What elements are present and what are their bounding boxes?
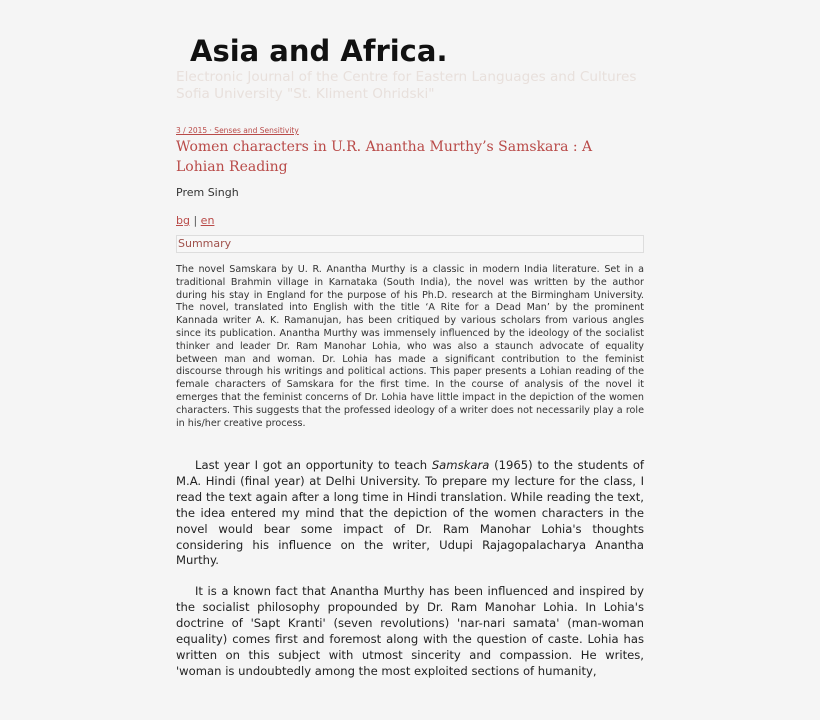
summary-label: Summary bbox=[178, 237, 232, 250]
language-link-en[interactable]: en bbox=[200, 214, 215, 227]
paragraph-1-emphasis: Samskara bbox=[431, 458, 490, 472]
article-author: Prem Singh bbox=[176, 186, 239, 199]
body-paragraph-2-container bbox=[176, 584, 644, 684]
issue-breadcrumb-link[interactable]: 3 / 2015 · Senses and Sensitivity bbox=[176, 126, 299, 135]
journal-subtitle: Electronic Journal of the Centre for Eastern Languages and Cultures Sofia University "St. Kliment Ohridski" bbox=[176, 69, 637, 102]
journal-title[interactable]: Asia and Africa. bbox=[190, 34, 448, 68]
paragraph-1-text-before: Last year I got an opportunity to teach bbox=[195, 458, 432, 472]
body-paragraph-1 bbox=[176, 458, 644, 569]
paragraph-1-text-after: (1965) to the students of M.A. Hindi (final year) at Delhi University. To prepare my lecture for the class, I read the text again after a long time in Hindi translation. While reading the text, the idea entered my mind that the depiction of the women characters in the novel would bear some impact of Dr. Ram Manohar Lohia's thoughts considering his influence on the writer, Udupi Rajagopalacharya Anantha Murthy. bbox=[176, 458, 644, 568]
language-switcher bbox=[176, 214, 214, 227]
language-link-bg[interactable]: bg bbox=[176, 214, 190, 227]
article-title: Women characters in U.R. Anantha Murthy’s Samskara : A Lohian Reading bbox=[176, 139, 593, 175]
language-separator: | bbox=[193, 214, 201, 227]
body-paragraph-2: It is a known fact that Anantha Murthy has been influenced and inspired by the socialist philosophy propounded by Dr. Ram Manohar Lohia. In Lohia's doctrine of 'Sapt Kranti' (seven revolutions) 'nar-nari samata' (man-woman equality) comes first and foremost along with the question of caste. Lohia has written on this subject with utmost sincerity and compassion. He writes, 'woman is undoubtedly among the most exploited sections of humanity, bbox=[176, 584, 644, 678]
summary-section-header bbox=[176, 235, 644, 253]
article-abstract: The novel Samskara by U. R. Anantha Murthy is a classic in modern India literature. Set in a traditional Brahmin village in Karnataka (South India), the novel was written by the author during his stay in England for the purpose of his Ph.D. research at the Birmingham University. The novel, translated into English with the title ‘A Rite for a Dead Man’ by the prominent Kannada writer A. K. Ramanujan, has been critiqued by various scholars from various angles since its publication. Anantha Murthy was immensely influenced by the ideology of the socialist thinker and leader Dr. Ram Manohar Lohia, who was also a staunch advocate of equality between man and woman. Dr. Lohia has made a significant contribution to the feminist discourse through his writings and political actions. This paper presents a Lohian reading of the female characters of Samskara for the first time. In the course of analysis of the novel it emerges that the feminist concerns of Dr. Lohia have little impact in the depiction of the women characters. This suggests that the professed ideology of a writer does not necessarily play a role in his/her creative process. bbox=[176, 264, 644, 429]
